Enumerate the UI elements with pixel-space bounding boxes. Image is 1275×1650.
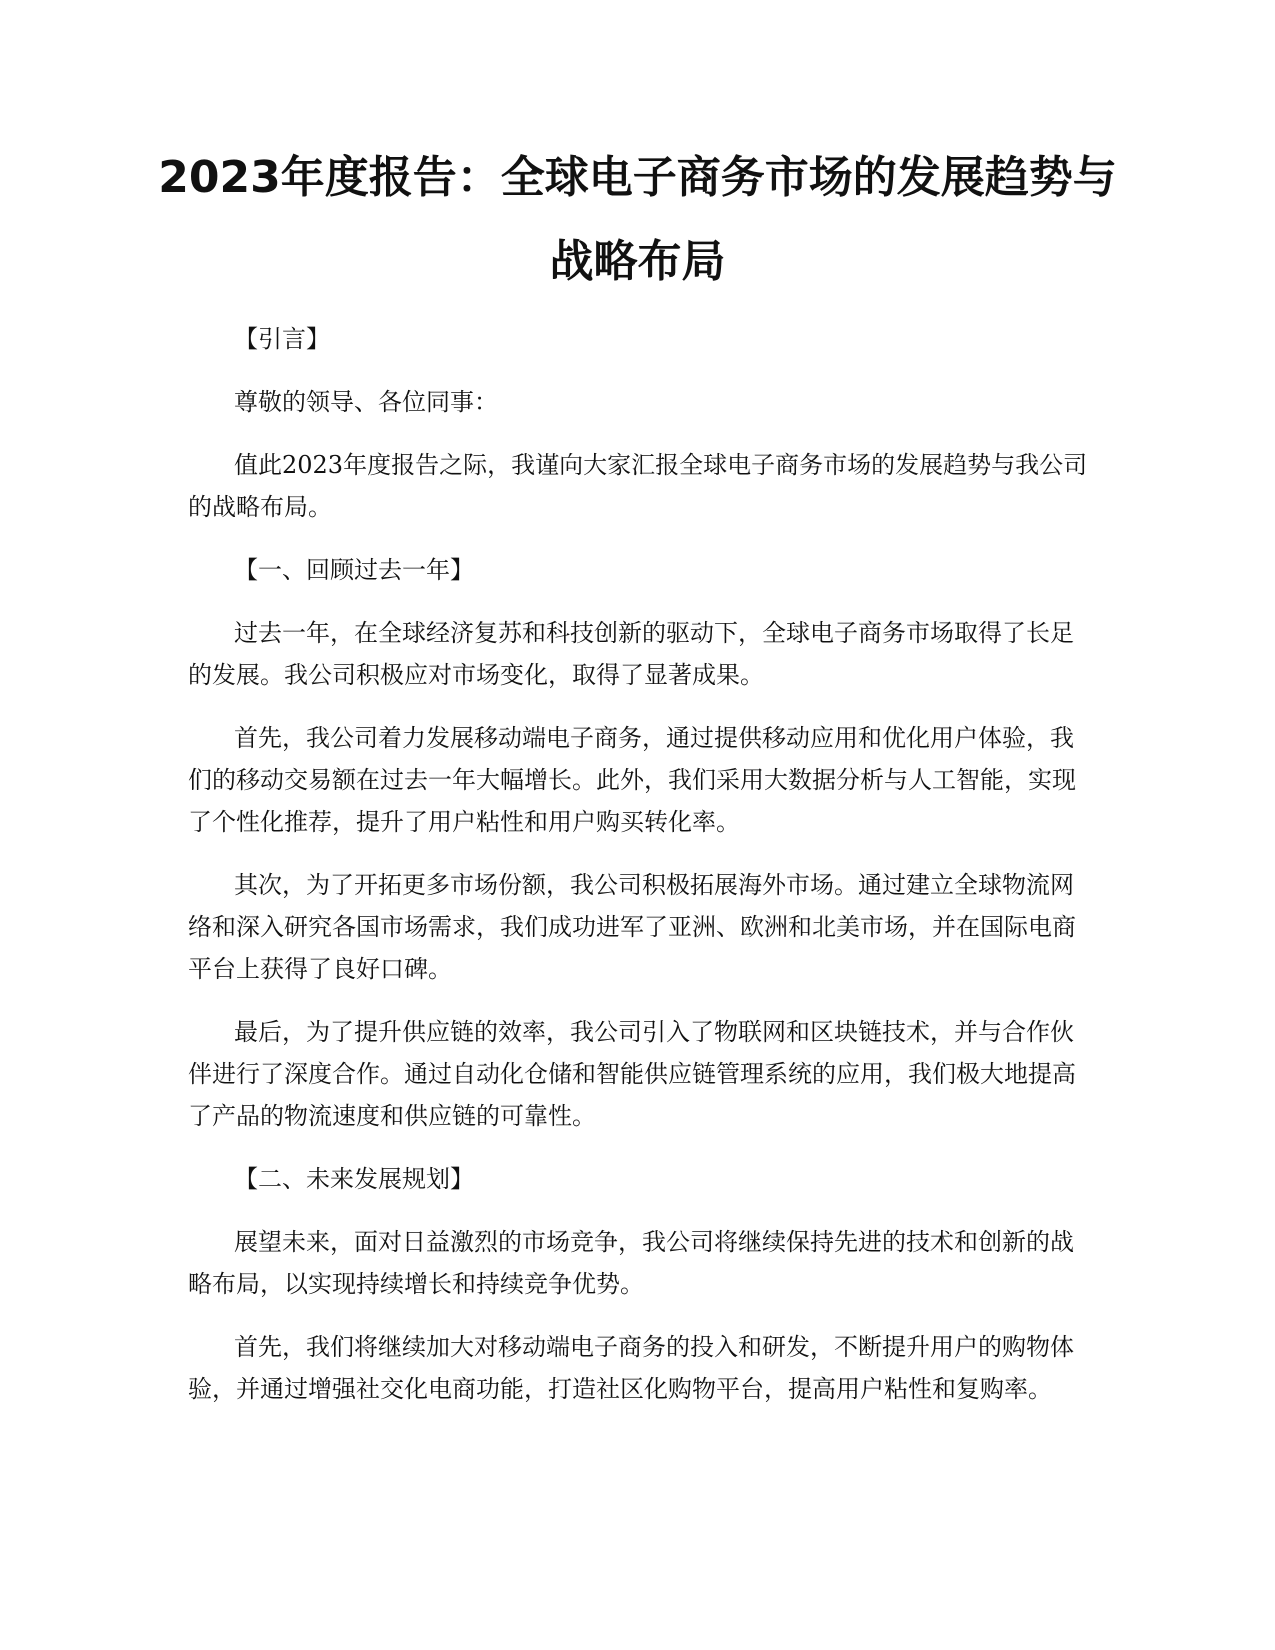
paragraph: 过去一年，在全球经济复苏和科技创新的驱动下，全球电子商务市场取得了长足的发展。我公司积极应对市场变化，取得了显著成果。 <box>188 619 1074 689</box>
section-heading-review: 【一、回顾过去一年】 <box>234 556 474 584</box>
paragraph: 首先，我们将继续加大对移动端电子商务的投入和研发，不断提升用户的购物体验，并通过增强社交化电商功能，打造社区化购物平台，提高用户粘性和复购率。 <box>188 1333 1074 1403</box>
section-heading-plan: 【二、未来发展规划】 <box>234 1165 474 1193</box>
paragraph: 值此2023年度报告之际，我谨向大家汇报全球电子商务市场的发展趋势与我公司的战略布局。 <box>188 451 1088 521</box>
section-heading-intro: 【引言】 <box>234 325 330 353</box>
paragraph: 首先，我公司着力发展移动端电子商务，通过提供移动应用和优化用户体验，我们的移动交易额在过去一年大幅增长。此外，我们采用大数据分析与人工智能，实现了个性化推荐，提升了用户粘性和用户购买转化率。 <box>188 724 1076 836</box>
document-title: 2023年度报告：全球电子商务市场的发展趋势与战略布局 <box>158 152 1117 287</box>
paragraph: 最后，为了提升供应链的效率，我公司引入了物联网和区块链技术，并与合作伙伴进行了深度合作。通过自动化仓储和智能供应链管理系统的应用，我们极大地提高了产品的物流速度和供应链的可靠性。 <box>188 1018 1076 1130</box>
paragraph: 展望未来，面对日益激烈的市场竞争，我公司将继续保持先进的技术和创新的战略布局，以实现持续增长和持续竞争优势。 <box>188 1228 1074 1298</box>
paragraph: 其次，为了开拓更多市场份额，我公司积极拓展海外市场。通过建立全球物流网络和深入研究各国市场需求，我们成功进军了亚洲、欧洲和北美市场，并在国际电商平台上获得了良好口碑。 <box>188 871 1076 983</box>
document-body <box>188 318 1088 1431</box>
salutation: 尊敬的领导、各位同事： <box>234 388 498 416</box>
